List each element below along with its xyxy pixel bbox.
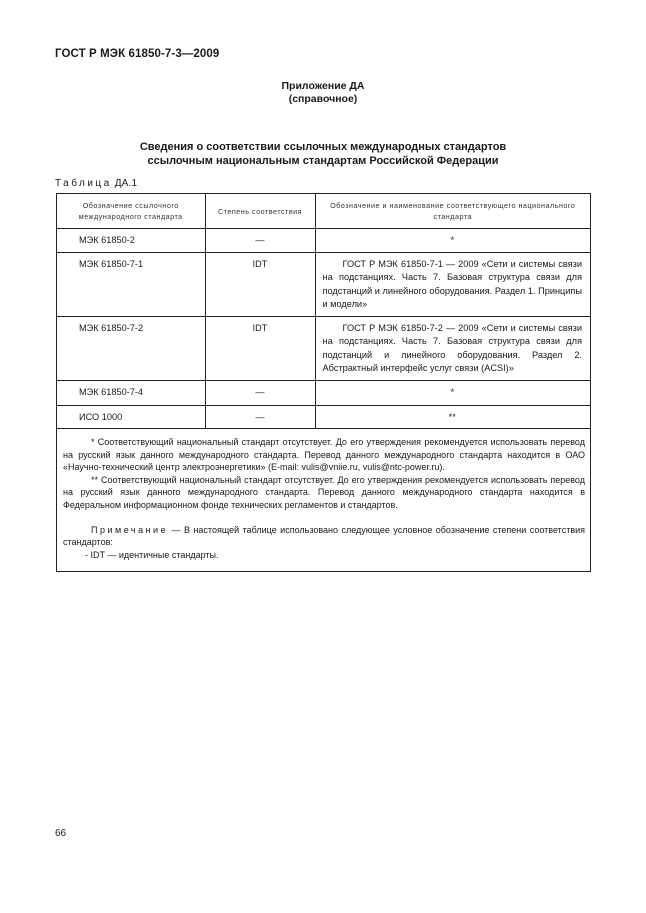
table-footnotes bbox=[63, 436, 585, 561]
table-caption-word: Таблица bbox=[55, 178, 112, 189]
correspondence-table-frame bbox=[56, 193, 591, 572]
national-standard: * bbox=[315, 229, 590, 253]
national-standard: * bbox=[315, 380, 590, 405]
intl-designation: МЭК 61850-7-4 bbox=[57, 380, 205, 405]
document-code-header: ГОСТ Р МЭК 61850-7-3—2009 bbox=[55, 48, 220, 60]
table-header-row bbox=[57, 194, 590, 229]
intl-designation: МЭК 61850-2 bbox=[57, 229, 205, 253]
appendix-heading bbox=[0, 80, 646, 106]
table-caption-number: ДА.1 bbox=[111, 178, 138, 189]
header-intl-standard: Обозначение ссылочного международного стандарта bbox=[57, 194, 205, 229]
table-row bbox=[57, 380, 590, 405]
table-row bbox=[57, 316, 590, 380]
note-text: — В настоящей таблице использовано следующее условное обозначение степени соответствия стандартов: bbox=[63, 524, 585, 548]
degree-of-conformity: IDT bbox=[205, 316, 315, 380]
note-label: Примечание bbox=[91, 524, 169, 535]
page-number: 66 bbox=[55, 828, 67, 839]
section-title bbox=[0, 140, 646, 168]
national-standard-text: ГОСТ Р МЭК 61850-7-2 — 2009 «Сети и системы связи на подстанциях. Часть 7. Базовая структура связи для подстанций и линейного оборудования. Раздел 2. Абстрактный интерфейс услуг связи (ACSI)» bbox=[322, 322, 582, 373]
appendix-subtitle: (справочное) bbox=[288, 93, 358, 105]
degree-of-conformity: — bbox=[205, 380, 315, 405]
intl-designation: МЭК 61850-7-1 bbox=[57, 252, 205, 316]
table-caption bbox=[55, 178, 137, 189]
degree-of-conformity: — bbox=[205, 405, 315, 429]
note-list-item: - IDT — идентичные стандарты. bbox=[85, 549, 219, 560]
national-standard-text: ГОСТ Р МЭК 61850-7-1 — 2009 «Сети и системы связи на подстанциях. Часть 7. Базовая структура связи для подстанций и линейного оборудования. Раздел 1. Принципы и модели» bbox=[322, 258, 582, 309]
degree-of-conformity: IDT bbox=[205, 252, 315, 316]
national-standard bbox=[315, 252, 590, 316]
footnote-1: * Соответствующий национальный стандарт отсутствует. До его утверждения рекомендуется использовать перевод на русский язык данного международного стандарта. Перевод данного международного стандарта находится в ОАО «Научно-технический центр электроэнергетики» (E-mail: vulis@vniie.ru, vulis@ntc-power.ru). bbox=[63, 437, 585, 473]
table-row bbox=[57, 229, 590, 253]
header-degree: Степень соответствия bbox=[205, 194, 315, 229]
correspondence-table bbox=[57, 194, 590, 429]
section-title-line-1: Сведения о соответствии ссылочных международных стандартов bbox=[139, 141, 507, 153]
section-title-line-2: ссылочным национальным стандартам Российской Федерации bbox=[147, 155, 499, 167]
intl-designation: МЭК 61850-7-2 bbox=[57, 316, 205, 380]
header-national-standard: Обозначение и наименование соответствующего национального стандарта bbox=[315, 194, 590, 229]
appendix-title: Приложение ДА bbox=[281, 80, 365, 92]
table-row bbox=[57, 405, 590, 429]
national-standard: ** bbox=[315, 405, 590, 429]
footnote-2: ** Соответствующий национальный стандарт отсутствует. До его утверждения рекомендуется использовать перевод на русский язык данного международного стандарта. Перевод данного международного стандарта находится в Федеральном информационном фонде технических регламентов и стандартов. bbox=[63, 474, 585, 510]
national-standard bbox=[315, 316, 590, 380]
degree-of-conformity: — bbox=[205, 229, 315, 253]
table-row bbox=[57, 252, 590, 316]
table-note bbox=[63, 524, 585, 549]
intl-designation: ИСО 1000 bbox=[57, 405, 205, 429]
